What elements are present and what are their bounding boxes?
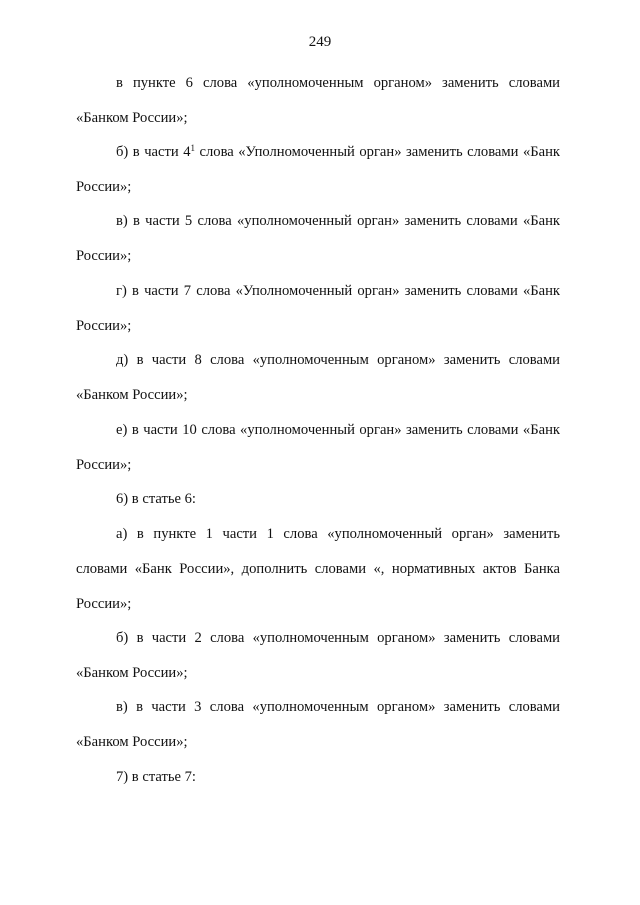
paragraph-article-6-heading: 6) в статье 6: — [116, 491, 196, 507]
paragraph-b-part-4-1 — [76, 135, 560, 205]
paragraph-g-part-7: г) в части 7 слова «Уполномоченный орган» заменить словами «Банк России»; — [76, 283, 560, 334]
paragraph-b-text-before: б) в части 4 — [116, 144, 191, 160]
page-number: 249 — [308, 34, 332, 50]
paragraph-b-text-after: слова «Уполномоченный орган» заменить словами «Банк России»; — [76, 144, 560, 195]
paragraph-article-7-heading: 7) в статье 7: — [116, 769, 196, 785]
paragraph-e-part-10: е) в части 10 слова «уполномоченный орган» заменить словами «Банк России»; — [76, 422, 560, 473]
paragraph-b-part-2: б) в части 2 слова «уполномоченным органом» заменить словами «Банком России»; — [76, 630, 560, 681]
paragraph-a-item-1-part-1: а) в пункте 1 части 1 слова «уполномоченный орган» заменить словами «Банк России», дополнить словами «, нормативных актов Банка России»; — [76, 526, 560, 612]
paragraph-item-6-replace: в пункте 6 слова «уполномоченным органом» заменить словами «Банком России»; — [76, 75, 560, 126]
paragraph-v-part-5: в) в части 5 слова «уполномоченный орган» заменить словами «Банк России»; — [76, 213, 560, 264]
paragraph-d-part-8: д) в части 8 слова «уполномоченным органом» заменить словами «Банком России»; — [76, 352, 560, 403]
superscript-index: 1 — [190, 143, 195, 153]
paragraph-v-part-3: в) в части 3 слова «уполномоченным органом» заменить словами «Банком России»; — [76, 699, 560, 750]
